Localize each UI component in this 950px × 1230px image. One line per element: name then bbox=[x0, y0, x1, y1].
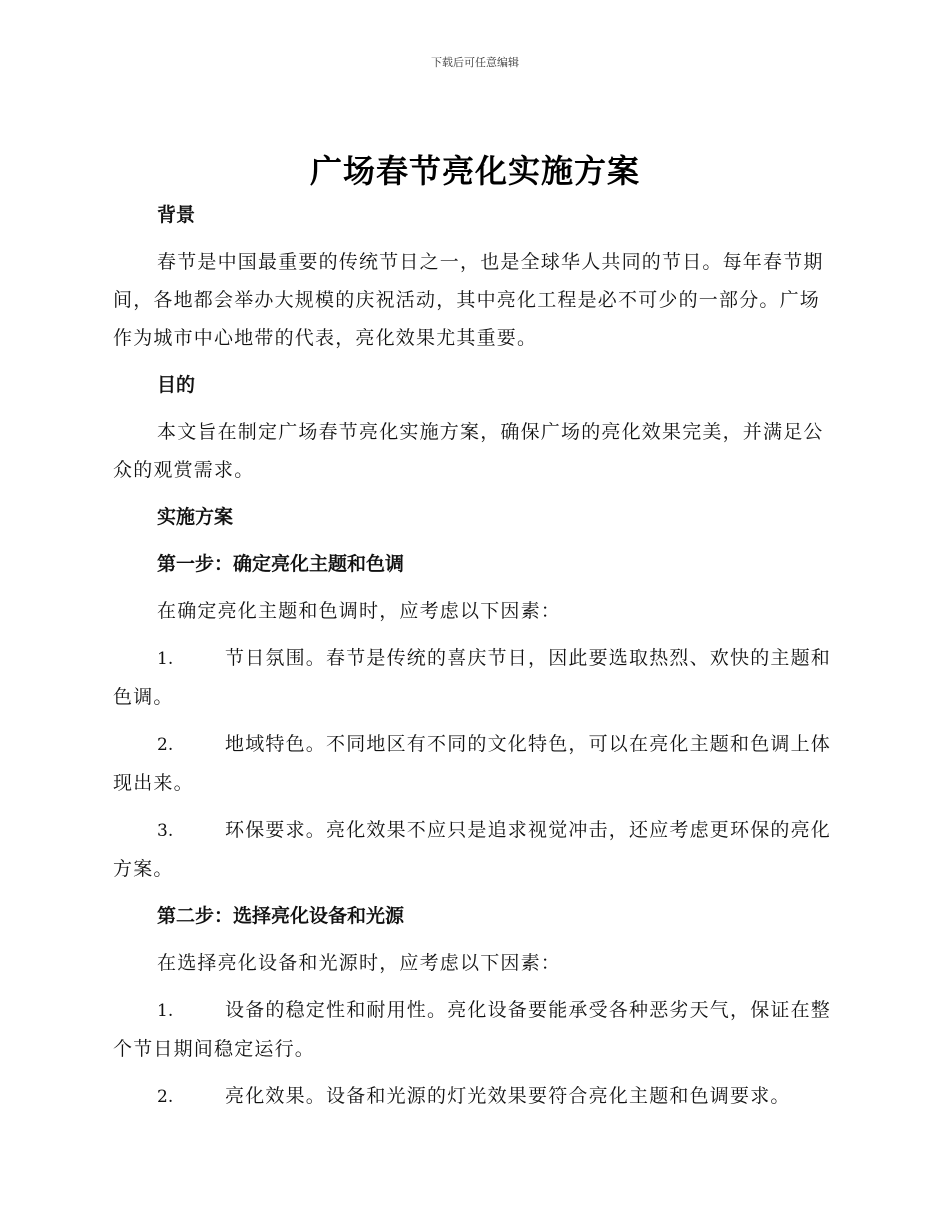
header-note: 下载后可任意编辑 bbox=[431, 56, 519, 69]
heading-plan: 实施方案 bbox=[157, 506, 234, 528]
list-number: 2. bbox=[157, 1087, 174, 1107]
heading-step2: 第二步：选择亮化设备和光源 bbox=[157, 905, 405, 927]
paragraph-step2-intro: 在选择亮化设备和光源时，应考虑以下因素： bbox=[157, 952, 562, 974]
paragraph-background: 春节是中国最重要的传统节日之一，也是全球华人共同的节日。每年春节期间，各地都会举办大规模的庆祝活动，其中亮化工程是必不可少的一部分。广场作为城市中心地带的代表，亮化效果尤其重要。 bbox=[113, 251, 824, 349]
heading-background: 背景 bbox=[157, 204, 196, 226]
list-number: 3. bbox=[157, 821, 174, 841]
list-text: 地域特色。不同地区有不同的文化特色，可以在亮化主题和色调上体现出来。 bbox=[113, 733, 832, 794]
list-number: 1. bbox=[157, 1001, 174, 1021]
list-item bbox=[113, 639, 835, 716]
list-item bbox=[113, 725, 835, 802]
list-item bbox=[113, 1077, 835, 1116]
list-number: 2. bbox=[157, 735, 174, 755]
paragraph-step1-intro: 在确定亮化主题和色调时，应考虑以下因素： bbox=[157, 600, 562, 622]
heading-step1: 第一步：确定亮化主题和色调 bbox=[157, 553, 405, 575]
list-item bbox=[113, 991, 835, 1068]
list-text: 亮化效果。设备和光源的灯光效果要符合亮化主题和色调要求。 bbox=[225, 1085, 791, 1107]
paragraph-purpose: 本文旨在制定广场春节亮化实施方案，确保广场的亮化效果完美，并满足公众的观赏需求。 bbox=[113, 421, 824, 481]
list-item bbox=[113, 811, 835, 888]
document-title: 广场春节亮化实施方案 bbox=[309, 152, 640, 190]
list-text: 节日氛围。春节是传统的喜庆节日，因此要选取热烈、欢快的主题和色调。 bbox=[113, 647, 832, 708]
heading-purpose: 目的 bbox=[157, 374, 196, 396]
list-text: 环保要求。亮化效果不应只是追求视觉冲击，还应考虑更环保的亮化方案。 bbox=[113, 819, 832, 880]
document-body bbox=[113, 196, 835, 1116]
list-number: 1. bbox=[157, 649, 174, 669]
list-text: 设备的稳定性和耐用性。亮化设备要能承受各种恶劣天气，保证在整个节日期间稳定运行。 bbox=[113, 999, 832, 1060]
